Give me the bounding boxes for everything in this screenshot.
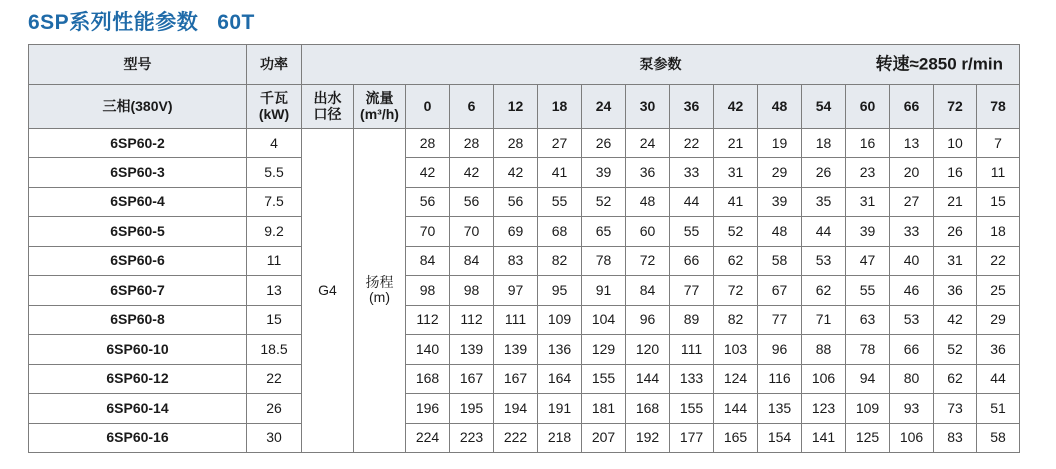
head-value-cell: 31 [934,246,977,275]
head-value-cell: 154 [758,423,802,452]
head-value-cell: 15 [977,187,1020,216]
head-value-cell: 164 [538,364,582,393]
head-value-cell: 141 [802,423,846,452]
head-value-cell: 53 [802,246,846,275]
flow-header-cell: 66 [890,85,934,129]
head-value-cell: 109 [538,305,582,334]
power-cell: 13 [247,276,302,305]
head-value-cell: 139 [494,335,538,364]
pump-params-label: 泵参数 [639,55,682,72]
head-value-cell: 168 [626,394,670,423]
speed-label: 转速≈2850 r/min [875,54,1003,74]
head-value-cell: 44 [670,187,714,216]
head-value-cell: 26 [802,158,846,187]
model-cell: 6SP60-10 [29,335,247,364]
head-value-cell: 63 [846,305,890,334]
power-cell: 4 [247,129,302,158]
model-cell: 6SP60-16 [29,423,247,452]
head-value-cell: 106 [890,423,934,452]
head-value-cell: 56 [406,187,450,216]
head-value-cell: 42 [494,158,538,187]
table-row [29,217,1020,246]
head-value-cell: 66 [670,246,714,275]
head-value-cell: 84 [406,246,450,275]
head-value-cell: 47 [846,246,890,275]
header-row-2 [29,85,1020,129]
head-value-cell: 116 [758,364,802,393]
head-value-cell: 35 [802,187,846,216]
page-title: 6SP系列性能参数 60T [28,11,255,34]
head-value-cell: 144 [626,364,670,393]
head-value-cell: 70 [450,217,494,246]
head-value-cell: 167 [450,364,494,393]
table-row [29,423,1020,452]
head-value-cell: 71 [802,305,846,334]
model-cell: 6SP60-3 [29,158,247,187]
head-value-cell: 196 [406,394,450,423]
head-value-cell: 70 [406,217,450,246]
head-value-cell: 98 [450,276,494,305]
flow-header-cell: 72 [934,85,977,129]
head-value-cell: 36 [626,158,670,187]
head-value-cell: 97 [494,276,538,305]
head-value-cell: 53 [890,305,934,334]
head-value-cell: 144 [714,394,758,423]
table-row [29,335,1020,364]
header-outlet-line2: 口径 [313,105,342,122]
head-value-cell: 29 [758,158,802,187]
flow-header-cell: 42 [714,85,758,129]
head-value-cell: 20 [890,158,934,187]
model-cell: 6SP60-2 [29,129,247,158]
head-value-cell: 181 [582,394,626,423]
flow-header-cell: 60 [846,85,890,129]
power-cell: 15 [247,305,302,334]
head-value-cell: 52 [582,187,626,216]
head-value-cell: 55 [670,217,714,246]
head-value-cell: 77 [670,276,714,305]
head-value-cell: 84 [626,276,670,305]
head-value-cell: 26 [582,129,626,158]
power-cell: 5.5 [247,158,302,187]
head-value-cell: 62 [714,246,758,275]
head-value-cell: 168 [406,364,450,393]
head-value-cell: 18 [802,129,846,158]
head-value-cell: 84 [450,246,494,275]
head-value-cell: 31 [846,187,890,216]
head-value-cell: 55 [846,276,890,305]
power-cell: 30 [247,423,302,452]
head-value-cell: 136 [538,335,582,364]
head-value-cell: 78 [846,335,890,364]
head-value-cell: 194 [494,394,538,423]
head-value-cell: 41 [538,158,582,187]
head-value-cell: 104 [582,305,626,334]
head-value-cell: 223 [450,423,494,452]
header-pump-params [302,45,1020,85]
head-value-cell: 33 [670,158,714,187]
model-cell: 6SP60-14 [29,394,247,423]
flow-header-cell: 18 [538,85,582,129]
head-value-cell: 11 [977,158,1020,187]
head-value-cell: 56 [450,187,494,216]
head-value-cell: 96 [626,305,670,334]
head-value-cell: 68 [538,217,582,246]
power-cell: 7.5 [247,187,302,216]
head-value-cell: 93 [890,394,934,423]
header-flow-line2: (m³/h) [360,105,399,122]
head-value-cell: 135 [758,394,802,423]
head-value-cell: 124 [714,364,758,393]
performance-table [28,44,1020,453]
head-value-cell: 22 [670,129,714,158]
head-value-cell: 155 [582,364,626,393]
head-value-cell: 69 [494,217,538,246]
header-row-1 [29,45,1020,85]
head-value-cell: 16 [934,158,977,187]
table-row [29,364,1020,393]
head-value-cell: 83 [934,423,977,452]
head-value-cell: 55 [538,187,582,216]
head-value-cell: 218 [538,423,582,452]
head-value-cell: 44 [977,364,1020,393]
head-value-cell: 165 [714,423,758,452]
head-value-cell: 67 [758,276,802,305]
model-cell: 6SP60-7 [29,276,247,305]
head-value-cell: 29 [977,305,1020,334]
head-value-cell: 139 [450,335,494,364]
power-cell: 22 [247,364,302,393]
head-value-cell: 40 [890,246,934,275]
head-value-cell: 72 [714,276,758,305]
head-value-cell: 78 [582,246,626,275]
head-value-cell: 66 [890,335,934,364]
head-value-cell: 28 [406,129,450,158]
head-value-cell: 167 [494,364,538,393]
head-label-cell [354,129,406,453]
head-value-cell: 72 [626,246,670,275]
header-kw-line2: (kW) [258,105,290,122]
head-value-cell: 42 [406,158,450,187]
flow-header-cell: 30 [626,85,670,129]
head-value-cell: 52 [934,335,977,364]
head-value-cell: 28 [494,129,538,158]
head-value-cell: 123 [802,394,846,423]
head-value-cell: 125 [846,423,890,452]
head-value-cell: 89 [670,305,714,334]
head-value-cell: 41 [714,187,758,216]
header-model: 型号 [29,45,247,85]
head-value-cell: 224 [406,423,450,452]
power-cell: 9.2 [247,217,302,246]
header-flow-line1: 流量 [365,90,394,107]
flow-header-cell: 78 [977,85,1020,129]
header-power: 功率 [247,45,302,85]
head-value-cell: 39 [582,158,626,187]
header-kw [247,85,302,129]
head-value-cell: 155 [670,394,714,423]
head-value-cell: 42 [450,158,494,187]
head-value-cell: 62 [802,276,846,305]
flow-header-cell: 6 [450,85,494,129]
flow-header-cell: 36 [670,85,714,129]
head-value-cell: 111 [494,305,538,334]
head-value-cell: 65 [582,217,626,246]
head-value-cell: 192 [626,423,670,452]
model-cell: 6SP60-6 [29,246,247,275]
head-value-cell: 51 [977,394,1020,423]
head-value-cell: 24 [626,129,670,158]
head-value-cell: 120 [626,335,670,364]
head-value-cell: 39 [758,187,802,216]
model-cell: 6SP60-12 [29,364,247,393]
head-value-cell: 7 [977,129,1020,158]
head-value-cell: 177 [670,423,714,452]
head-value-cell: 140 [406,335,450,364]
power-cell: 18.5 [247,335,302,364]
head-value-cell: 13 [890,129,934,158]
head-value-cell: 10 [934,129,977,158]
head-value-cell: 39 [846,217,890,246]
table-row [29,158,1020,187]
head-value-cell: 31 [714,158,758,187]
head-value-cell: 103 [714,335,758,364]
head-value-cell: 23 [846,158,890,187]
head-value-cell: 19 [758,129,802,158]
flow-header-cell: 12 [494,85,538,129]
head-value-cell: 46 [890,276,934,305]
head-value-cell: 77 [758,305,802,334]
head-value-cell: 21 [714,129,758,158]
head-value-cell: 94 [846,364,890,393]
header-outlet [302,85,354,129]
head-value-cell: 195 [450,394,494,423]
table-row [29,129,1020,158]
head-value-cell: 22 [977,246,1020,275]
table-row [29,305,1020,334]
head-value-cell: 83 [494,246,538,275]
head-value-cell: 44 [802,217,846,246]
head-value-cell: 96 [758,335,802,364]
header-phase: 三相(380V) [29,85,247,129]
model-cell: 6SP60-8 [29,305,247,334]
head-value-cell: 106 [802,364,846,393]
flow-header-cell: 0 [406,85,450,129]
head-value-cell: 21 [934,187,977,216]
head-value-cell: 112 [406,305,450,334]
flow-header-cell: 54 [802,85,846,129]
head-value-cell: 91 [582,276,626,305]
head-value-cell: 16 [846,129,890,158]
head-value-cell: 98 [406,276,450,305]
head-value-cell: 222 [494,423,538,452]
head-value-cell: 111 [670,335,714,364]
head-value-cell: 58 [977,423,1020,452]
head-value-cell: 28 [450,129,494,158]
table-row [29,276,1020,305]
head-value-cell: 26 [934,217,977,246]
flow-header-cell: 48 [758,85,802,129]
model-cell: 6SP60-5 [29,217,247,246]
head-value-cell: 36 [934,276,977,305]
head-value-cell: 191 [538,394,582,423]
head-label-line1: 扬程 [365,274,394,291]
head-value-cell: 48 [626,187,670,216]
outlet-cell: G4 [302,129,354,453]
head-value-cell: 129 [582,335,626,364]
table-row [29,187,1020,216]
head-value-cell: 73 [934,394,977,423]
head-value-cell: 80 [890,364,934,393]
head-value-cell: 95 [538,276,582,305]
header-flow [354,85,406,129]
power-cell: 11 [247,246,302,275]
head-value-cell: 27 [890,187,934,216]
head-value-cell: 109 [846,394,890,423]
head-value-cell: 56 [494,187,538,216]
head-value-cell: 60 [626,217,670,246]
head-value-cell: 133 [670,364,714,393]
head-label-line2: (m) [369,289,390,306]
head-value-cell: 58 [758,246,802,275]
table-row [29,394,1020,423]
head-value-cell: 42 [934,305,977,334]
power-cell: 26 [247,394,302,423]
head-value-cell: 33 [890,217,934,246]
head-value-cell: 18 [977,217,1020,246]
head-value-cell: 25 [977,276,1020,305]
head-value-cell: 112 [450,305,494,334]
head-value-cell: 27 [538,129,582,158]
head-value-cell: 207 [582,423,626,452]
model-cell: 6SP60-4 [29,187,247,216]
head-value-cell: 82 [538,246,582,275]
table-row [29,246,1020,275]
head-value-cell: 88 [802,335,846,364]
header-kw-line1: 千瓦 [260,90,288,107]
head-value-cell: 48 [758,217,802,246]
head-value-cell: 82 [714,305,758,334]
flow-header-cell: 24 [582,85,626,129]
head-value-cell: 62 [934,364,977,393]
head-value-cell: 36 [977,335,1020,364]
header-outlet-line1: 出水 [313,90,342,107]
head-value-cell: 52 [714,217,758,246]
